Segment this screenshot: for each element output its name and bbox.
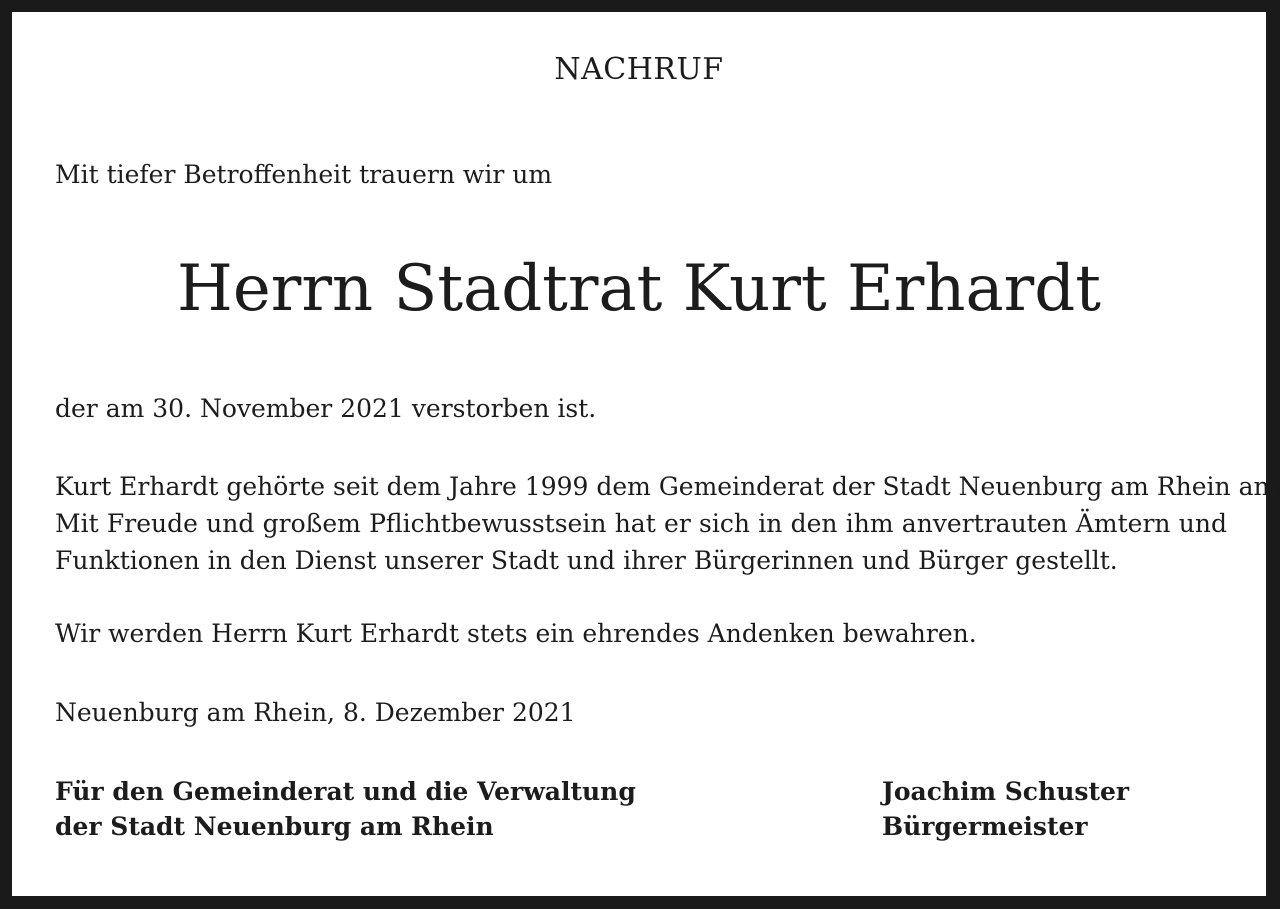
remembrance-text: Wir werden Herrn Kurt Erhardt stets ein ehrendes Andenken bewahren. [55,619,977,648]
mayor-name: Joachim Schuster [882,777,1130,806]
paragraph-line: Mit Freude und großem Pflichtbewusstsein hat er sich in den ihm anvertrauten Ämtern und [55,509,1227,538]
signature-council-line: der Stadt Neuenburg am Rhein [55,812,494,841]
signature-council-line: Für den Gemeinderat und die Verwaltung [55,777,636,806]
tribute-paragraph [55,468,1278,579]
place-date: Neuenburg am Rhein, 8. Dezember 2021 [55,698,576,727]
obituary-notice [12,12,1278,896]
mayor-title: Bürgermeister [882,812,1088,841]
intro-text: Mit tiefer Betroffenheit trauern wir um [55,160,553,189]
paragraph-line: Kurt Erhardt gehörte seit dem Jahre 1999 dem Gemeinderat der Stadt Neuenburg am Rhein an. [55,472,1278,501]
signature-mayor [882,774,1129,844]
death-date-text: der am 30. November 2021 verstorben ist. [55,394,597,423]
paragraph-line: Funktionen in den Dienst unserer Stadt und ihrer Bürgerinnen und Bürger gestellt. [55,546,1118,575]
notice-heading: NACHRUF [554,52,724,87]
signature-council [55,774,636,844]
deceased-name: Herrn Stadtrat Kurt Erhardt [177,252,1101,326]
